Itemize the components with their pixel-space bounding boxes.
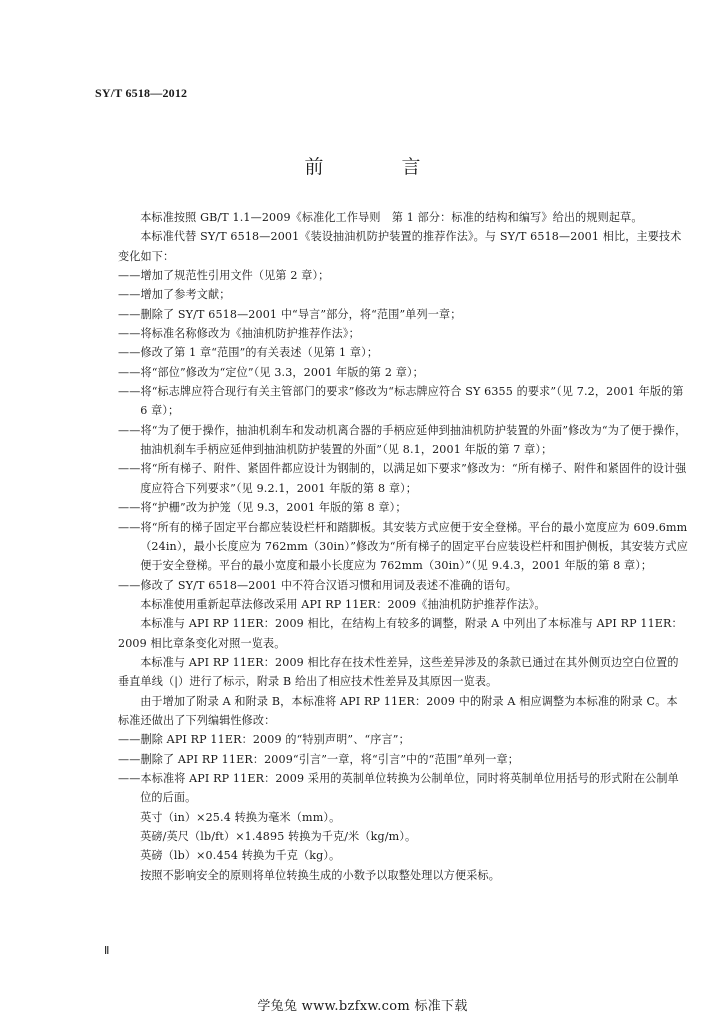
list-item: ——本标准将 API RP 11ER：2009 采用的英制单位转换为公制单位，同时将英制单位用括号的形式附在公制单位的后面。 (118, 771, 679, 805)
list-item: ——增加了参考文献； (118, 288, 231, 302)
list-item: ——将“所有的梯子固定平台都应装设栏杆和踏脚板。其安装方式应便于安全登梯。平台的最小宽度应为 609.6mm（24in），最小长度应为 762mm（30in）”修改为“所有梯子的固定平台应装设栏杆和围护侧板，其安装方式应便于安全登梯。平台的最小宽度和最小长度应为 762mm（30in）”（见 9.4.3，2001 年版的第 8 章）； (118, 520, 688, 573)
list-item: ——修改了 SY/T 6518—2001 中不符合汉语习惯和用词及表述不准确的语句。 (118, 578, 517, 592)
foreword-body (118, 208, 688, 885)
list-item: ——将“部位”修改为“定位”（见 3.3，2001 年版的第 2 章）； (118, 365, 424, 379)
paragraph: 由于增加了附录 A 和附录 B，本标准将 API RP 11ER：2009 中的附录 A 相应调整为本标准的附录 C。本标准还做出了下列编辑性修改： (118, 694, 678, 727)
paragraph: 本标准代替 SY/T 6518—2001《装设抽油机防护装置的推荐作法》。与 SY/T 6518—2001 相比，主要技术变化如下： (118, 230, 682, 263)
list-item: ——将标准名称修改为《抽油机防护推荐作法》； (118, 327, 360, 341)
paragraph: 按照不影响安全的原则将单位转换生成的小数予以取整处理以方便采标。 (140, 868, 500, 882)
paragraph: 英磅（lb）×0.454 转换为千克（kg）。 (140, 849, 341, 863)
list-item: ——删除 API RP 11ER：2009 的“特别声明”、“序言”； (118, 733, 410, 747)
standard-code: SY/T 6518—2012 (95, 86, 188, 100)
list-item: ——增加了规范性引用文件（见第 2 章）； (118, 269, 330, 283)
page-number: Ⅱ (104, 945, 110, 957)
paragraph: 本标准与 API RP 11ER：2009 相比，在结构上有较多的调整，附录 A 中列出了本标准与 API RP 11ER：2009 相比章条变化对照一览表。 (118, 617, 683, 650)
paragraph: 本标准与 API RP 11ER：2009 相比存在技术性差异，这些差异涉及的条款已通过在其外侧页边空白位置的垂直单线（|）进行了标示，附录 B 给出了相应技术性差异及其原因一览表。 (118, 655, 679, 689)
paragraph: 本标准使用重新起草法修改采用 API RP 11ER：2009《抽油机防护推荐作法》。 (140, 597, 546, 611)
list-item: ——将“标志牌应符合现行有关主管部门的要求”修改为“标志牌应符合 SY 6355 的要求”（见 7.2，2001 年版的第 6 章）； (118, 385, 684, 418)
list-item: ——将“所有梯子、附件、紧固件都应设计为钢制的，以满足如下要求”修改为：“所有梯子、附件和紧固件的设计强度应符合下列要求”（见 9.2.1，2001 年版的第 8 章）； (118, 462, 687, 495)
list-item: ——修改了第 1 章“范围”的有关表述（见第 1 章）； (118, 346, 379, 360)
paragraph: 英磅/英尺（lb/ft）×1.4895 转换为千克/米（kg/m）。 (140, 830, 417, 843)
paragraph: 本标准按照 GB/T 1.1—2009《标准化工作导则 第 1 部分：标准的结构和编写》给出的规则起草。 (140, 211, 643, 224)
list-item: ——将“为了便于操作，抽油机刹车和发动机离合器的手柄应延伸到抽油机防护装置的外面”修改为“为了便于操作，抽油机刹车手柄应延伸到抽油机防护装置的外面”（见 8.1，2001 年版的第 7 章）； (118, 423, 687, 457)
page-title: 前 言 (304, 156, 457, 178)
list-item: ——删除了 API RP 11ER：2009“引言”一章，将“引言”中的“范围”单列一章； (118, 752, 519, 766)
watermark-footer: 学兔兔 www.bzfxw.com 标准下载 (257, 999, 468, 1014)
list-item: ——将“护栅”改为护笼（见 9.3，2001 年版的第 8 章）； (118, 501, 407, 515)
list-item: ——删除了 SY/T 6518—2001 中“导言”部分，将“范围”单列一章； (118, 307, 462, 321)
paragraph: 英寸（in）×25.4 转换为毫米（mm）。 (140, 810, 341, 824)
